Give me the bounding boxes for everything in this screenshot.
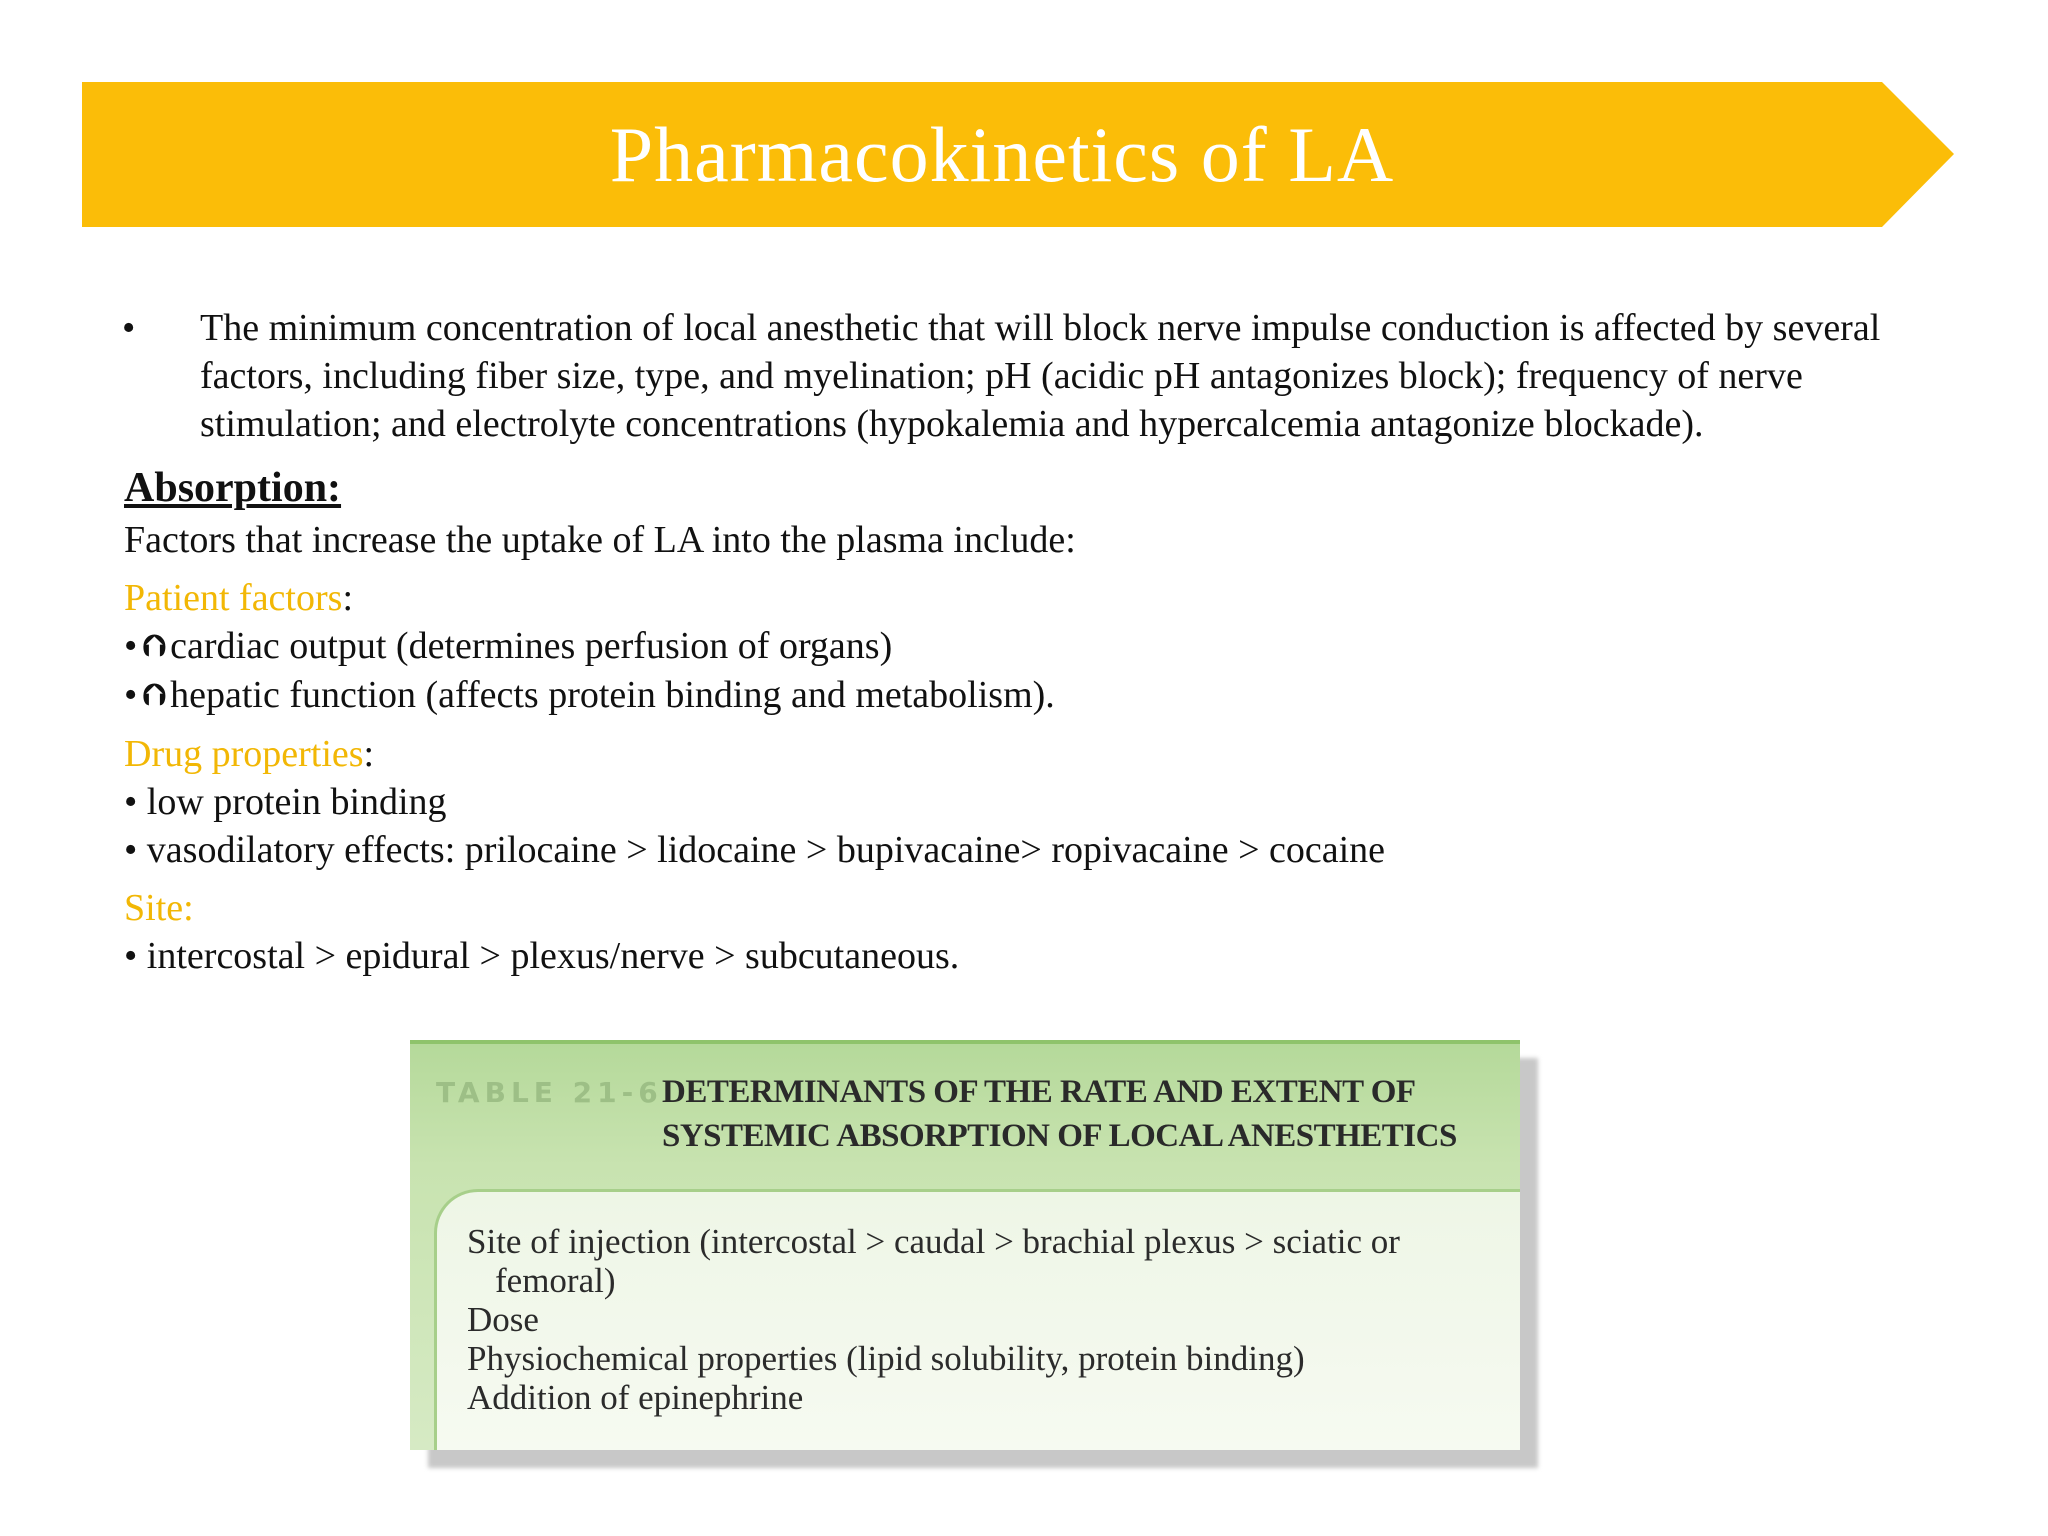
table-figure	[410, 1040, 1520, 1450]
table-label: TABLE 21-6	[436, 1076, 663, 1109]
table-row: Addition of epinephrine	[467, 1378, 804, 1417]
bullet-marker: •	[124, 674, 138, 716]
up-arrow-icon: ⮉	[143, 629, 167, 664]
absorption-section	[124, 460, 1924, 980]
title-banner	[82, 82, 1954, 227]
intro-text: The minimum concentration of local anesthetic that will block nerve impulse conduction is affected by several factors, including fiber size, type, and myelination; pH (acidic pH antagonizes block); frequency of nerve stimulation; and electrolyte concentrations (hypokalemia and hypercalcemia antagonize blockade).	[200, 307, 1881, 445]
drug-properties-label: Drug properties	[124, 733, 364, 775]
list-item: • low protein binding	[124, 781, 447, 823]
absorption-lead: Factors that increase the uptake of LA into the plasma include:	[124, 519, 1076, 561]
table-rows	[467, 1222, 1467, 1417]
table-title-line: DETERMINANTS OF THE RATE AND EXTENT OF	[662, 1074, 1416, 1110]
table-card	[410, 1040, 1520, 1450]
table-row: Physiochemical properties (lipid solubility, protein binding)	[467, 1339, 1305, 1378]
up-arrow-icon: ⮉	[143, 678, 167, 713]
table-title	[662, 1070, 1502, 1158]
site-heading: Site:	[124, 887, 194, 929]
table-title-line: SYSTEMIC ABSORPTION OF LOCAL ANESTHETICS	[662, 1118, 1457, 1154]
page-title: Pharmacokinetics of LA	[609, 110, 1395, 198]
list-item	[124, 671, 1924, 720]
absorption-heading: Absorption:	[124, 465, 342, 511]
list-item-text: hepatic function (affects protein binding and metabolism).	[170, 674, 1055, 716]
intro-bullet	[122, 304, 1922, 448]
list-item: • intercostal > epidural > plexus/nerve > subcutaneous.	[124, 935, 960, 977]
bullet-marker: •	[124, 625, 138, 667]
list-item-text: cardiac output (determines perfusion of organs)	[170, 625, 893, 667]
drug-properties-colon: :	[363, 733, 375, 775]
table-row: Dose	[467, 1300, 539, 1339]
bullet-marker: •	[122, 307, 136, 349]
table-row: femoral)	[495, 1261, 616, 1300]
list-item	[124, 622, 1924, 671]
table-row: Site of injection (intercostal > caudal > brachial plexus > sciatic or	[467, 1222, 1400, 1261]
table-body	[434, 1189, 1520, 1450]
patient-factors-label: Patient factors	[124, 577, 343, 619]
patient-factors-colon: :	[342, 577, 353, 619]
patient-factors-heading	[124, 574, 1924, 622]
list-item: • vasodilatory effects: prilocaine > lidocaine > bupivacaine> ropivacaine > cocaine	[124, 829, 1386, 871]
drug-properties-heading	[124, 730, 1924, 778]
